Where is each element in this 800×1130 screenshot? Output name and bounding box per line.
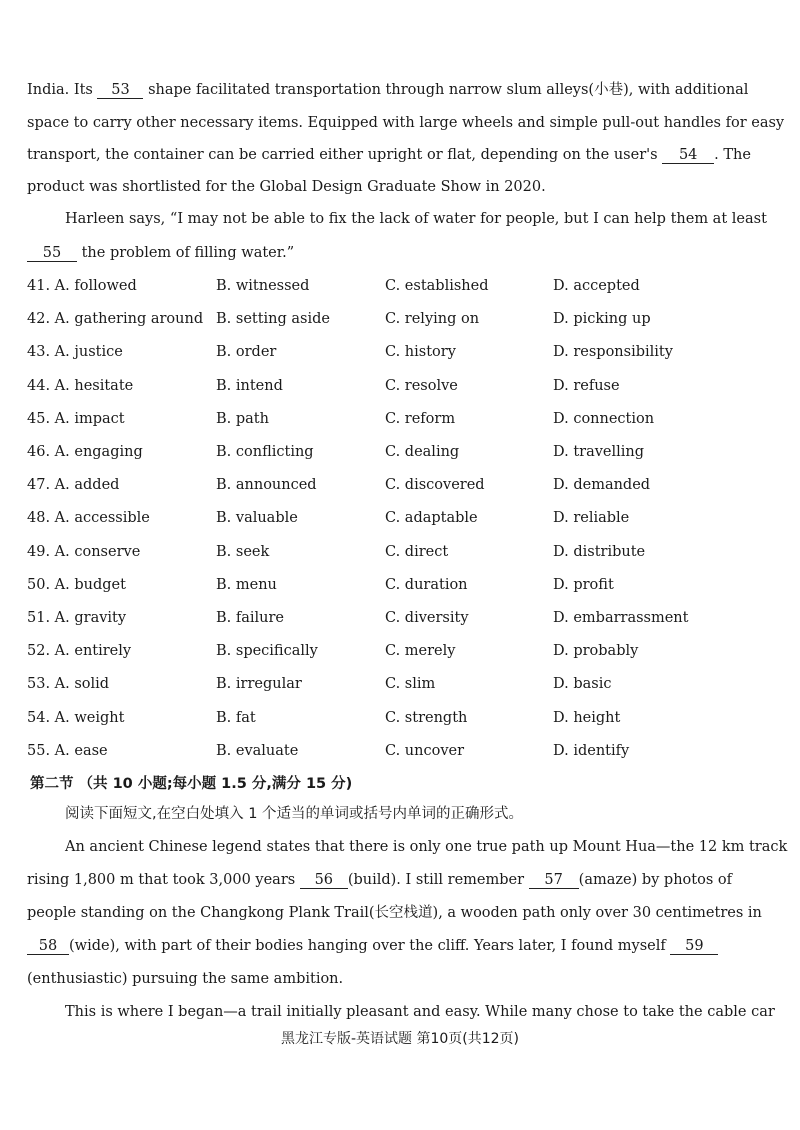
passage-line-2: space to carry other necessary items. Equipped with large wheels and simple pull-out handles for easy xyxy=(27,115,785,131)
passage-line-3 xyxy=(27,145,751,165)
option-d: D. probably xyxy=(553,643,639,660)
option-row xyxy=(0,708,800,728)
option-d: D. responsibility xyxy=(553,344,673,361)
option-c: C. relying on xyxy=(385,311,480,328)
text: (build). I still remember xyxy=(347,872,529,888)
passage2-line-3: people standing on the Changkong Plank Trail(长空栈道), a wooden path only over 30 centimetres in xyxy=(27,905,762,921)
option-row xyxy=(0,309,800,329)
option-c: C. merely xyxy=(385,643,456,660)
passage-line-1 xyxy=(27,80,749,100)
text: India. Its xyxy=(27,82,98,98)
option-b: B. seek xyxy=(216,543,270,560)
option-row xyxy=(0,276,800,296)
option-d: D. accepted xyxy=(553,278,640,294)
option-a: 49. A. conserve xyxy=(27,543,141,560)
option-b: B. witnessed xyxy=(216,278,310,294)
option-d: D. height xyxy=(553,709,621,726)
option-b: B. failure xyxy=(216,610,285,626)
option-d: D. picking up xyxy=(553,311,651,328)
blank-54: 54 xyxy=(662,147,714,164)
passage2-line-2 xyxy=(27,870,732,890)
passage-line-6 xyxy=(27,243,727,263)
blank-59: 59 xyxy=(670,938,718,955)
option-a: 45. A. impact xyxy=(27,410,125,427)
option-b: B. path xyxy=(216,410,269,427)
option-d: D. reliable xyxy=(553,510,630,527)
option-d: D. distribute xyxy=(553,543,646,560)
option-b: B. order xyxy=(216,344,277,361)
option-d: D. refuse xyxy=(553,377,620,394)
passage-line-4: product was shortlisted for the Global Design Graduate Show in 2020. xyxy=(27,179,546,195)
option-a: 43. A. justice xyxy=(27,344,123,361)
text: rising 1,800 m that took 3,000 years xyxy=(27,872,300,888)
option-b: B. intend xyxy=(216,377,283,394)
option-a: 50. A. budget xyxy=(27,576,126,593)
instruction: 阅读下面短文,在空白处填入 1 个适当的单词或括号内单词的正确形式。 xyxy=(65,806,524,822)
option-c: C. established xyxy=(385,278,489,294)
option-d: D. profit xyxy=(553,576,614,593)
option-a: 51. A. gravity xyxy=(27,610,127,626)
option-d: D. demanded xyxy=(553,477,651,494)
option-c: C. uncover xyxy=(385,742,465,759)
option-a: 54. A. weight xyxy=(27,709,125,726)
option-b: B. announced xyxy=(216,477,317,494)
option-d: D. basic xyxy=(553,676,612,693)
option-row xyxy=(0,342,800,362)
option-row xyxy=(0,475,800,495)
blank-57: 57 xyxy=(529,872,579,889)
option-row xyxy=(0,641,800,661)
option-d: D. identify xyxy=(553,742,630,759)
text: shape facilitated transportation through narrow slum alleys(小巷), with additional xyxy=(143,82,749,98)
option-row xyxy=(0,674,800,694)
text: (amaze) by photos of xyxy=(578,872,732,888)
section-heading: 第二节 （共 10 小题;每小题 1.5 分,满分 15 分) xyxy=(30,776,353,792)
page-footer: 黑龙江专版-英语试题 第10页(共12页) xyxy=(280,1031,520,1047)
blank-58: 58 xyxy=(27,938,69,955)
option-c: C. slim xyxy=(385,676,436,693)
option-d: D. connection xyxy=(553,410,655,427)
option-a: 41. A. followed xyxy=(27,278,137,294)
option-a: 48. A. accessible xyxy=(27,510,150,527)
option-row xyxy=(0,409,800,429)
option-a: 52. A. entirely xyxy=(27,643,132,660)
blank-55: 55 xyxy=(27,245,77,262)
option-c: C. discovered xyxy=(385,477,485,494)
option-b: B. irregular xyxy=(216,676,302,693)
passage2-line-6: This is where I began—a trail initially pleasant and easy. While many chose to take the cable car xyxy=(65,1004,775,1020)
option-row xyxy=(0,608,800,628)
option-d: D. embarrassment xyxy=(553,610,689,626)
option-c: C. adaptable xyxy=(385,510,478,527)
passage2-line-1: An ancient Chinese legend states that there is only one true path up Mount Hua—the 12 km track xyxy=(65,839,788,855)
text: the problem of filling water.” xyxy=(77,245,295,261)
option-c: C. strength xyxy=(385,709,468,726)
option-b: B. menu xyxy=(216,576,277,593)
option-c: C. duration xyxy=(385,576,468,593)
option-b: B. fat xyxy=(216,709,256,726)
option-row xyxy=(0,442,800,462)
option-c: C. resolve xyxy=(385,377,458,394)
option-row xyxy=(0,575,800,595)
text: . The xyxy=(714,147,751,163)
option-c: C. dealing xyxy=(385,444,460,460)
option-b: B. conflicting xyxy=(216,444,314,460)
text: (wide), with part of their bodies hanging over the cliff. Years later, I found myself xyxy=(69,938,671,954)
option-c: C. reform xyxy=(385,410,456,427)
passage2-line-5: (enthusiastic) pursuing the same ambition. xyxy=(27,971,344,987)
option-c: C. history xyxy=(385,344,456,361)
option-row xyxy=(0,741,800,761)
option-a: 44. A. hesitate xyxy=(27,377,134,394)
text: transport, the container can be carried either upright or flat, depending on the user's xyxy=(27,147,663,163)
option-row xyxy=(0,542,800,562)
passage2-line-4 xyxy=(27,936,727,956)
option-c: C. direct xyxy=(385,543,449,560)
option-b: B. valuable xyxy=(216,510,298,527)
blank-53: 53 xyxy=(97,82,143,99)
option-a: 53. A. solid xyxy=(27,676,110,693)
option-d: D. travelling xyxy=(553,444,645,460)
option-b: B. setting aside xyxy=(216,311,331,328)
option-row xyxy=(0,376,800,396)
option-a: 42. A. gathering around xyxy=(27,311,204,328)
option-row xyxy=(0,508,800,528)
blank-56: 56 xyxy=(300,872,348,889)
passage-line-5: Harleen says, “I may not be able to fix the lack of water for people, but I can help them at least xyxy=(65,211,767,227)
option-b: B. specifically xyxy=(216,643,318,660)
option-b: B. evaluate xyxy=(216,742,299,759)
option-a: 46. A. engaging xyxy=(27,444,143,460)
option-c: C. diversity xyxy=(385,610,469,626)
option-a: 55. A. ease xyxy=(27,742,108,759)
option-a: 47. A. added xyxy=(27,477,120,494)
